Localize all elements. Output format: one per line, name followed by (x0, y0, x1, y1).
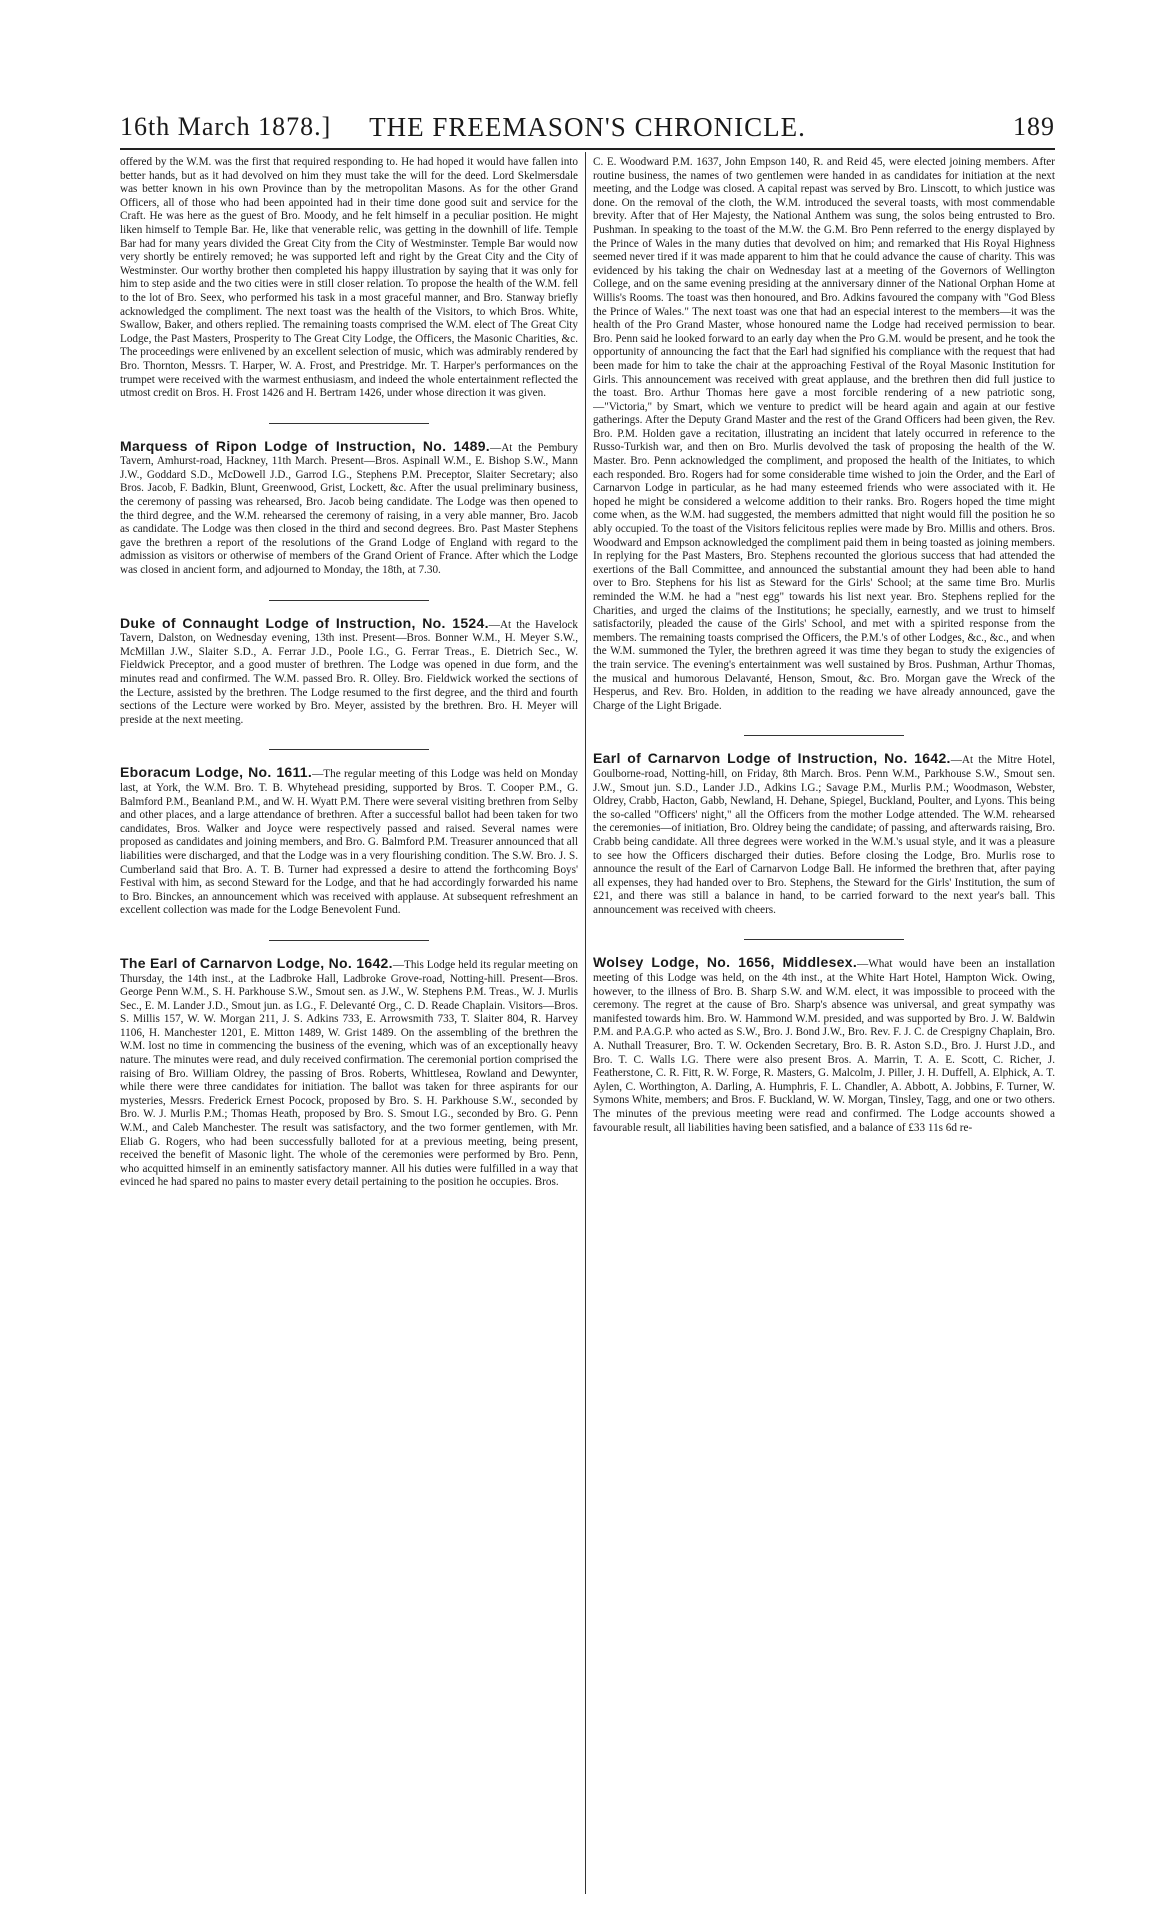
section-rule (269, 940, 429, 941)
publication-title: THE FREEMASON'S CHRONICLE. (369, 112, 806, 142)
article-body: —The regular meeting of this Lodge was held on Monday last, at York, the W.M. Bro. T. B. Whytehead presiding, supported by Bros. T. Cooper P.M., G. Balmford P.M., Beanland P.M., and W. H. Wyatt P.M. There were several visiting brethren from Selby and other places, and a large attendance of brethren. After a successful ballot had been taken for two candidates, Bros. Walker and Joyce were respectively passed and raised. Several names were proposed as candidates and joining members, and Bro. G. Balmford P.M. Treasurer announced that all liabilities were discharged, and that the Lodge was in a very flourishing condition. The S.W. Bro. J. S. Cumberland said that Bro. A. T. B. Turner had expressed a desire to attend the forthcoming Boys' Festival with him, as second Steward for the Lodge, and that he had accordingly forwarded his name to Bro. Binckes, an announcement which was received with applause. At subsequent refreshment an excellent collection was made for the Lodge Benevolent Fund. (120, 768, 578, 917)
section-rule (269, 423, 429, 424)
article-body: —This Lodge held its regular meeting on Thursday, the 14th inst., at the Ladbroke Hall, Ladbroke Grove-road, Notting-hill. Present—Bros. George Penn W.M., S. H. Parkhouse S.W., Smout sen. as J.W., W. Stephens P.M. Treas., W. J. Murlis Sec., E. M. Lander J.D., Smout jun. as I.G., F. Delevanté Org., C. D. Reade Chaplain. Visitors—Bros. S. Millis 157, W. W. Morgan 211, J. S. Adkins 733, E. Arrowsmith 733, T. Slaiter 804, R. Harvey 1106, H. Manchester 1201, E. Mitton 1489, W. Grist 1489. On the assembling of the brethren the W.M. lost no time in commencing the business of the evening, which was of an exceptionally heavy nature. The minutes were read, and duly received confirmation. The ceremonial portion comprised the raising of Bro. William Oldrey, the passing of Bros. Roberts, Whittlesea, Rowland and Dewynter, while there were three candidates for initiation. The ballot was taken for three aspirants for our mysteries, Messrs. Frederick Ernest Pocock, proposed by Bro. S. H. Parkhouse S.W., seconded by Bro. W. J. Murlis P.M.; Thomas Heath, proposed by Bro. S. Smout I.G., seconded by Bro. G. Penn W.M., and Caleb Manchester. The result was satisfactory, and the two former gentlemen, with Mr. Eliab G. Rogers, who had been successfully balloted for at a previous meeting, being present, received the benefit of Masonic light. The whole of the ceremonies were performed by Bro. Penn, who acquitted himself in an eminently satisfactory manner. All his duties were fulfilled in a way that evinced he had spared no pains to master every detail pertaining to the position he occupies. Bros. (120, 958, 578, 1189)
article-body: —What would have been an installation meeting of this Lodge was held, on the 4th inst., at the White Hart Hotel, Hampton Wick. Owing, however, to the illness of Bro. B. Sharp S.W. and W.M. elect, it was impossible to proceed with the ceremony. The regret at the cause of Bro. Sharp's absence was universal, and great sympathy was manifested towards him. Bro. W. Hammond W.M. presided, and was supported by Bro. J. W. Baldwin P.M. and P.A.G.P. who acted as S.W., Bro. J. Bond J.W., Bro. Rev. F. J. C. de Crespigny Chaplain, Bro. A. Nuthall Treasurer, Bro. T. W. Ockenden Secretary, Bro. B. R. Aston S.D., Bro. J. Hurst J.D., and Bro. T. C. Walls I.G. There were also present Bros. A. Marrin, T. A. E. Scott, C. Richer, J. Featherstone, C. R. Fitt, R. W. Forge, R. Masters, G. Malcolm, J. Piller, J. H. Duffell, A. Elphick, A. T. Aylen, C. Worthington, A. Darling, A. Humphris, F. L. Chandler, A. Abbott, A. Jobbins, F. Turner, W. Symons White, members; and Bros. F. Buckland, W. W. Morgan, Tinsley, Tagg, and one or two others. The minutes of the previous meeting were read and confirmed. The Lodge accounts showed a favourable result, all liabilities having been satisfied, and a balance of £33 11s 6d re- (593, 958, 1055, 1134)
article-ripon (120, 437, 578, 578)
left-column (120, 156, 578, 1891)
article-continuation: C. E. Woodward P.M. 1637, John Empson 140, R. and Reid 45, were elected joining members. After routine business, the names of two gentlemen were handed in as candidates for initiation at the next meeting, and the Lodge was closed. A capital repast was served by Bro. Linscott, to which justice was done. On the removal of the cloth, the W.M. introduced the several toasts, with most commendable brevity. After that of Her Majesty, the National Anthem was sung, the solos being entrusted to Bro. Pushman. In speaking to the toast of the M.W. the G.M. Bro Penn referred to the energy displayed by the Prince of Wales in the many duties that devolved on him; and remarked that His Royal Highness seemed never tired if it was made apparent to him that he could advance the cause of charity. This was evidenced by his taking the chair on Wednesday last at a meeting of the Governors of Wellington College, and on the same evening presiding at the anniversary dinner of the National Orphan Home at Willis's Rooms. The toast was then honoured, and Bro. Adkins favoured the company with "God Bless the Prince of Wales." The next toast was one that had an especial interest to the members—it was the health of the Pro Grand Master, whose honoured name the Lodge had received permission to bear. Bro. Penn said he looked forward to an early day when the Pro G.M. would be present, and he took the opportunity of announcing the fact that the Earl had signified his compliance with the request that had been made for him to take the chair at the approaching Festival of the Royal Masonic Institution for Girls. This announcement was received with great applause, and the brethren then did full justice to the toast. Bro. Arthur Thomas here gave a most forcible rendering of a new patriotic song,—"Victoria," by Smart, which we venture to predict will be heard again and again at our festive gatherings. After the Deputy Grand Master and the rest of the Grand Officers had been given, the Rev. Bro. P.M. Holden gave a recitation, illustrating an incident that lately occurred in reference to the Russo-Turkish war, and then on Bro. Murlis devolved the task of proposing the health of the W. Master. Bro. Penn acknowledged the compliment, and proposed the health of the Initiates, to which each responded. Bro. Rogers had for some considerable time wished to join the Order, and the Earl of Carnarvon Lodge in particular, as he had many esteemed friends who were associated with it. He hoped he might be considered a welcome addition to their ranks. Bro. Rogers hoped the time might come when, as the W.M. had suggested, the members admitted that night would fill the position he so ably occupied. To the toast of the Visitors felicitous replies were made by Bro. Millis and others. Bros. Woodward and Empson acknowledged the compliment paid them in being toasted as joining members. In replying for the Past Masters, Bro. Stephens recounted the glorious success that had attended the exertions of the Ball Committee, and announced the substantial amount they had been able to hand over to Bro. Stephens for his list as Steward for the Girls' School; at the same time Bro. Murlis reminded the W.M. he had a "nest egg" towards his list next year. Bro. Stephens replied for the Charities, and urged the claims of the Institutions; he specially, earnestly, and we trust to himself satisfactorily, pleaded the cause of the Girls' School, and met with a spirited response from the members. The remaining toasts comprised the Officers, the P.M.'s of other Lodges, &c., &c., and when the W.M. summoned the Tyler, the brethren agreed it was time they began to study the exigencies of the train service. The evening's entertainment was well sustained by Bros. Pushman, Arthur Thomas, the musical and humorous Delavanté, Henson, Smout, &c. Bro. Morgan gave the Wreck of the Hesperus, and Rev. Bro. Holden, in addition to the reading we have already announced, gave the Charge of the Light Brigade. (593, 156, 1055, 712)
article-heading: Earl of Carnarvon Lodge of Instruction, No. 1642. (593, 750, 951, 767)
article-wolsey (593, 956, 1055, 1135)
masthead (120, 108, 1055, 150)
section-rule (269, 749, 429, 750)
section-rule (744, 735, 904, 736)
article-body: —At the Pembury Tavern, Amhurst-road, Hackney, 11th March. Present—Bros. Aspinall W.M., E. Bishop S.W., Mann J.W., Goddard S.D., McDowell J.D., Garrod I.G., Stephens P.M. Preceptor, Slaiter Secretary; also Bros. Jacob, F. Badkin, Blunt, Greenwood, Grist, Lockett, &c. After the usual preliminary business, the ceremony of passing was rehearsed, Bro. Jacob being candidate. The Lodge was then opened to the third degree, and the W.M. rehearsed the ceremony of raising, in a very able manner, Bro. Jacob as candidate. The Lodge was then closed in the third and second degrees. Bro. Past Master Stephens gave the brethren a report of the resolutions of the Grand Lodge of England with regard to the admission as visitors or otherwise of members of the Grand Orient of France. After which the Lodge was closed in ancient form, and adjourned to Monday, the 18th, at 7.30. (120, 441, 578, 577)
page-number: 189 (1013, 112, 1055, 141)
article-carnarvon-instruction (593, 752, 1055, 917)
article-heading: The Earl of Carnarvon Lodge, No. 1642. (120, 954, 393, 971)
article-eboracum (120, 766, 578, 918)
section-rule (744, 939, 904, 940)
article-carnarvon (120, 954, 578, 1190)
issue-date: 16th March 1878.] (120, 112, 332, 141)
article-heading: Eboracum Lodge, No. 1611. (120, 764, 313, 781)
article-body: —At the Havelock Tavern, Dalston, on Wednesday evening, 13th inst. Present—Bros. Bonner W.M., H. Meyer S.W., McMillan J.W., Slaiter S.D., A. Ferrar J.D., Poole I.G., G. Ferrar Treas., E. Dietrich Sec., W. Fieldwick Preceptor, and a good muster of brethren. The Lodge was opened in due form, and the minutes read and confirmed. The W.M. passed Bro. R. Olley. Bro. Fieldwick worked the sections of the Lecture, assisted by the brethren. The Lodge resumed to the first degree, and the third and fourth sections of the Lecture were worked by Bro. Meyer, assisted by the brethren. Bro. H. Meyer will preside at the next meeting. (120, 618, 578, 726)
right-column (593, 156, 1055, 1891)
column-divider (585, 152, 586, 1894)
article-heading: Marquess of Ripon Lodge of Instruction, No. 1489. (120, 437, 490, 454)
section-rule (269, 600, 429, 601)
article-heading: Duke of Connaught Lodge of Instruction, No. 1524. (120, 614, 489, 631)
article-continuation: offered by the W.M. was the first that required responding to. He had hoped it would have fallen into better hands, but as it had devolved on him they must take the will for the deed. Lord Skelmersdale was better known in his own Province than by the metropolitan Masons. As for the other Grand Officers, all of those who had been appointed had in their time done good suit and service for the Craft. He was here as the guest of Bro. Moody, and he felt himself in a peculiar position. He might liken himself to Temple Bar. He, like that venerable relic, was getting in the downhill of life. Temple Bar had for many years divided the Great City from the City of Westminster. Temple Bar would now very shortly be entirely removed; he was supported left and right by the Great City and the City of Westminster. Our worthy brother then completed his happy illustration by saying that it was only for him to step aside and the two cities were in still closer relation. To propose the health of the W.M. fell to the lot of Bro. Seex, who performed his task in a most graceful manner, and Bro. Stanway briefly acknowledged the compliment. The next toast was the health of the Visitors, to which Bros. White, Swallow, Baker, and others replied. The remaining toasts comprised the W.M. elect of The Great City Lodge, the Past Masters, Prosperity to The Great City Lodge, the Officers, the Masonic Charities, &c. The proceedings were enlivened by an excellent selection of music, which was admirably rendered by Bro. Thornton, Messrs. T. Harper, W. A. Frost, and Prestridge. Mr. T. Harper's performances on the trumpet were received with the warmest enthusiasm, and indeed the whole entertainment reflected the utmost credit on Bros. H. Frost 1426 and H. Bertram 1426, under whose direction it was given. (120, 156, 578, 400)
article-body: —At the Mitre Hotel, Goulborne-road, Notting-hill, on Friday, 8th March. Bros. Penn W.M., Parkhouse S.W., Smout sen. J.W., Smout jun. S.D., Lander J.D., Adkins I.G.; Savage P.M., Murlis P.M.; Woodmason, Webster, Oldrey, Crabb, Hacton, Gabb, Newland, H. Dehane, Spiegel, Buckland, Poulter, and Lyons. This being the so-called "Officers' night," all the Officers from the mother Lodge attended. The W.M. rehearsed the ceremonies—of initiation, Bro. Oldrey being the candidate; of passing, and afterwards raising, Bro. Crabb being candidate. All three degrees were worked in the W.M.'s usual style, and it was a pleasure to see how the Officers discharged their duties. Before closing the Lodge, Bro. Murlis rose to announce the result of the Earl of Carnarvon Lodge Ball. He informed the brethren that, after paying all expenses, they had handed over to Bro. Stephens, the Steward for the Girls' Institution, the sum of £21, and there was still a balance in hand, to be carried forward to the next year's ball. This announcement was received with cheers. (593, 754, 1055, 916)
article-heading: Wolsey Lodge, No. 1656, Middlesex. (593, 954, 858, 971)
article-connaught (120, 614, 578, 728)
